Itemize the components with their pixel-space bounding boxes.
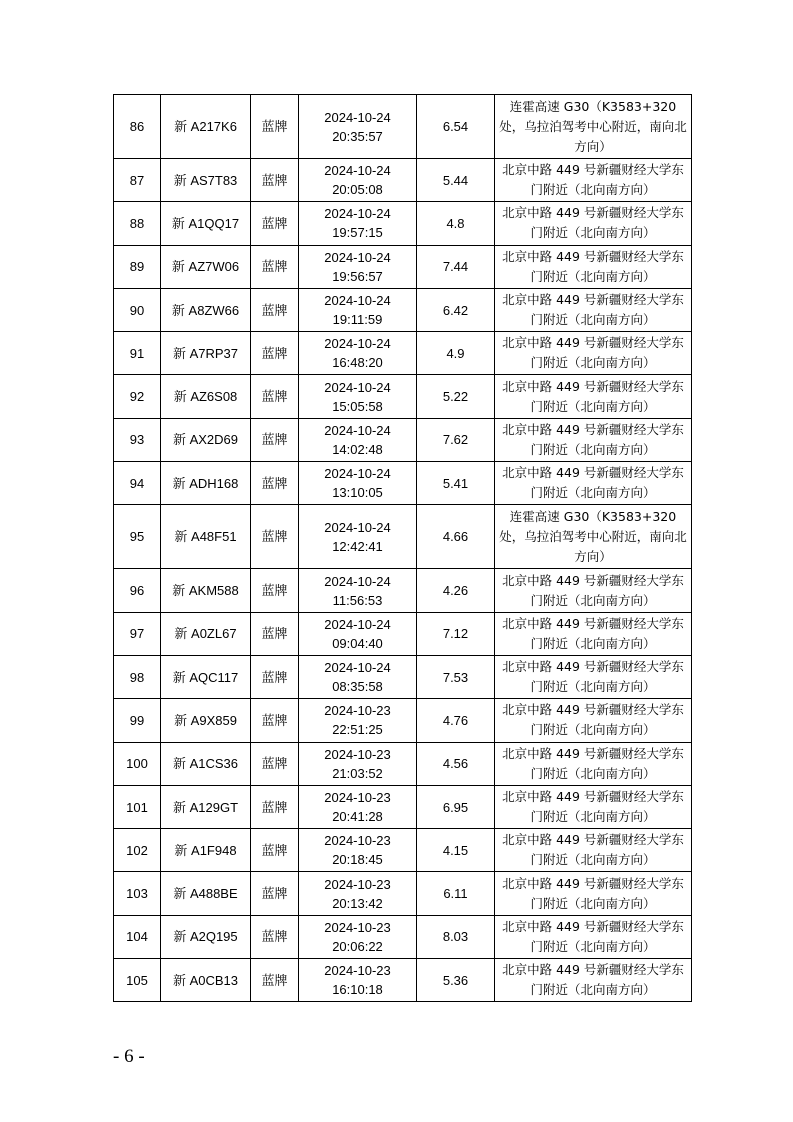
timestamp-cell <box>299 159 417 202</box>
speed-value-cell: 5.22 <box>417 375 495 418</box>
table-row <box>114 288 692 331</box>
speed-value-cell: 6.11 <box>417 872 495 915</box>
time-text: 14:02:48 <box>332 441 383 457</box>
plate-color-cell: 蓝牌 <box>251 915 299 958</box>
time-text: 12:42:41 <box>332 538 383 554</box>
plate-number-cell: 新 A0ZL67 <box>161 612 251 655</box>
time-text: 09:04:40 <box>332 635 383 651</box>
row-number-cell: 87 <box>114 159 161 202</box>
plate-color-cell: 蓝牌 <box>251 95 299 159</box>
table-row <box>114 418 692 461</box>
table-row <box>114 159 692 202</box>
row-number-cell: 97 <box>114 612 161 655</box>
table-row <box>114 959 692 1002</box>
row-number-cell: 99 <box>114 699 161 742</box>
time-text: 16:10:18 <box>332 982 383 998</box>
table-row <box>114 785 692 828</box>
plate-color-cell: 蓝牌 <box>251 288 299 331</box>
location-cell: 连霍高速 G30（K3583+320 处，乌拉泊驾考中心附近，南向北方向） <box>495 95 692 159</box>
timestamp-cell <box>299 785 417 828</box>
timestamp-cell <box>299 375 417 418</box>
date-text: 2024-10-24 <box>324 422 391 438</box>
time-text: 19:11:59 <box>332 312 383 328</box>
speed-value-cell: 7.44 <box>417 245 495 288</box>
plate-number-cell: 新 AZ6S08 <box>161 375 251 418</box>
location-cell: 北京中路 449 号新疆财经大学东门附近（北向南方向） <box>495 915 692 958</box>
table-row <box>114 569 692 612</box>
table-row <box>114 872 692 915</box>
timestamp-cell <box>299 462 417 505</box>
plate-number-cell: 新 AZ7W06 <box>161 245 251 288</box>
row-number-cell: 104 <box>114 915 161 958</box>
location-cell: 北京中路 449 号新疆财经大学东门附近（北向南方向） <box>495 785 692 828</box>
row-number-cell: 100 <box>114 742 161 785</box>
date-text: 2024-10-23 <box>324 963 391 979</box>
plate-color-cell: 蓝牌 <box>251 742 299 785</box>
time-text: 20:05:08 <box>332 182 383 198</box>
table-row <box>114 505 692 569</box>
location-cell: 北京中路 449 号新疆财经大学东门附近（北向南方向） <box>495 245 692 288</box>
speed-value-cell: 4.76 <box>417 699 495 742</box>
plate-number-cell: 新 A2Q195 <box>161 915 251 958</box>
timestamp-cell <box>299 202 417 245</box>
row-number-cell: 90 <box>114 288 161 331</box>
time-text: 20:06:22 <box>332 938 383 954</box>
time-text: 19:56:57 <box>332 268 383 284</box>
location-cell: 北京中路 449 号新疆财经大学东门附近（北向南方向） <box>495 332 692 375</box>
row-number-cell: 91 <box>114 332 161 375</box>
time-text: 20:18:45 <box>332 852 383 868</box>
plate-color-cell: 蓝牌 <box>251 505 299 569</box>
speed-value-cell: 8.03 <box>417 915 495 958</box>
table-row <box>114 375 692 418</box>
date-text: 2024-10-23 <box>324 833 391 849</box>
plate-number-cell: 新 A8ZW66 <box>161 288 251 331</box>
speed-value-cell: 7.53 <box>417 655 495 698</box>
location-cell: 北京中路 449 号新疆财经大学东门附近（北向南方向） <box>495 959 692 1002</box>
row-number-cell: 92 <box>114 375 161 418</box>
plate-number-cell: 新 AX2D69 <box>161 418 251 461</box>
plate-number-cell: 新 AS7T83 <box>161 159 251 202</box>
row-number-cell: 96 <box>114 569 161 612</box>
plate-color-cell: 蓝牌 <box>251 612 299 655</box>
speed-value-cell: 5.41 <box>417 462 495 505</box>
page-number: - 6 - <box>113 1046 145 1067</box>
location-cell: 北京中路 449 号新疆财经大学东门附近（北向南方向） <box>495 699 692 742</box>
table-row <box>114 829 692 872</box>
location-cell: 北京中路 449 号新疆财经大学东门附近（北向南方向） <box>495 418 692 461</box>
row-number-cell: 103 <box>114 872 161 915</box>
table-row <box>114 245 692 288</box>
row-number-cell: 94 <box>114 462 161 505</box>
date-text: 2024-10-24 <box>324 379 391 395</box>
date-text: 2024-10-23 <box>324 919 391 935</box>
timestamp-cell <box>299 612 417 655</box>
plate-color-cell: 蓝牌 <box>251 569 299 612</box>
timestamp-cell <box>299 915 417 958</box>
location-cell: 北京中路 449 号新疆财经大学东门附近（北向南方向） <box>495 742 692 785</box>
plate-color-cell: 蓝牌 <box>251 245 299 288</box>
speed-value-cell: 7.12 <box>417 612 495 655</box>
date-text: 2024-10-24 <box>324 519 391 535</box>
row-number-cell: 102 <box>114 829 161 872</box>
speed-value-cell: 5.36 <box>417 959 495 1002</box>
plate-number-cell: 新 A1CS36 <box>161 742 251 785</box>
table-row <box>114 612 692 655</box>
plate-color-cell: 蓝牌 <box>251 872 299 915</box>
timestamp-cell <box>299 245 417 288</box>
plate-color-cell: 蓝牌 <box>251 959 299 1002</box>
date-text: 2024-10-24 <box>324 293 391 309</box>
plate-number-cell: 新 A0CB13 <box>161 959 251 1002</box>
plate-number-cell: 新 A9X859 <box>161 699 251 742</box>
date-text: 2024-10-23 <box>324 746 391 762</box>
location-cell: 北京中路 449 号新疆财经大学东门附近（北向南方向） <box>495 202 692 245</box>
row-number-cell: 89 <box>114 245 161 288</box>
date-text: 2024-10-23 <box>324 876 391 892</box>
plate-color-cell: 蓝牌 <box>251 159 299 202</box>
date-text: 2024-10-24 <box>324 660 391 676</box>
table-row <box>114 915 692 958</box>
time-text: 20:41:28 <box>332 809 383 824</box>
location-cell: 北京中路 449 号新疆财经大学东门附近（北向南方向） <box>495 655 692 698</box>
speed-value-cell: 4.56 <box>417 742 495 785</box>
table-row <box>114 742 692 785</box>
location-cell: 北京中路 449 号新疆财经大学东门附近（北向南方向） <box>495 288 692 331</box>
timestamp-cell <box>299 418 417 461</box>
speed-value-cell: 4.8 <box>417 202 495 245</box>
row-number-cell: 93 <box>114 418 161 461</box>
records-table-body <box>114 95 692 1002</box>
plate-number-cell: 新 A217K6 <box>161 95 251 159</box>
date-text: 2024-10-24 <box>324 109 391 125</box>
timestamp-cell <box>299 505 417 569</box>
time-text: 21:03:52 <box>332 765 383 781</box>
date-text: 2024-10-24 <box>324 206 391 222</box>
speed-value-cell: 6.54 <box>417 95 495 159</box>
plate-number-cell: 新 A1QQ17 <box>161 202 251 245</box>
timestamp-cell <box>299 699 417 742</box>
records-table <box>113 94 692 1002</box>
plate-color-cell: 蓝牌 <box>251 785 299 828</box>
time-text: 19:57:15 <box>332 225 383 241</box>
row-number-cell: 101 <box>114 785 161 828</box>
row-number-cell: 98 <box>114 655 161 698</box>
location-cell: 北京中路 449 号新疆财经大学东门附近（北向南方向） <box>495 569 692 612</box>
plate-number-cell: 新 A7RP37 <box>161 332 251 375</box>
date-text: 2024-10-23 <box>324 703 391 719</box>
plate-color-cell: 蓝牌 <box>251 418 299 461</box>
date-text: 2024-10-23 <box>324 790 391 805</box>
timestamp-cell <box>299 742 417 785</box>
date-text: 2024-10-24 <box>324 249 391 265</box>
timestamp-cell <box>299 872 417 915</box>
speed-value-cell: 5.44 <box>417 159 495 202</box>
plate-number-cell: 新 A129GT <box>161 785 251 828</box>
time-text: 08:35:58 <box>332 679 383 695</box>
row-number-cell: 86 <box>114 95 161 159</box>
location-cell: 北京中路 449 号新疆财经大学东门附近（北向南方向） <box>495 462 692 505</box>
plate-color-cell: 蓝牌 <box>251 829 299 872</box>
row-number-cell: 88 <box>114 202 161 245</box>
plate-color-cell: 蓝牌 <box>251 462 299 505</box>
time-text: 13:10:05 <box>332 485 383 501</box>
date-text: 2024-10-24 <box>324 466 391 482</box>
time-text: 15:05:58 <box>332 398 383 414</box>
speed-value-cell: 7.62 <box>417 418 495 461</box>
location-cell: 北京中路 449 号新疆财经大学东门附近（北向南方向） <box>495 872 692 915</box>
timestamp-cell <box>299 959 417 1002</box>
plate-color-cell: 蓝牌 <box>251 699 299 742</box>
timestamp-cell <box>299 332 417 375</box>
time-text: 11:56:53 <box>332 592 383 608</box>
table-row <box>114 655 692 698</box>
plate-number-cell: 新 A1F948 <box>161 829 251 872</box>
plate-number-cell: 新 AQC117 <box>161 655 251 698</box>
time-text: 20:35:57 <box>332 128 383 144</box>
table-row <box>114 462 692 505</box>
speed-value-cell: 4.9 <box>417 332 495 375</box>
plate-color-cell: 蓝牌 <box>251 332 299 375</box>
date-text: 2024-10-24 <box>324 616 391 632</box>
time-text: 20:13:42 <box>332 895 383 911</box>
speed-value-cell: 6.95 <box>417 785 495 828</box>
timestamp-cell <box>299 288 417 331</box>
speed-value-cell: 4.26 <box>417 569 495 612</box>
plate-number-cell: 新 A48F51 <box>161 505 251 569</box>
time-text: 16:48:20 <box>332 355 383 371</box>
location-cell: 北京中路 449 号新疆财经大学东门附近（北向南方向） <box>495 159 692 202</box>
table-row <box>114 699 692 742</box>
speed-value-cell: 4.66 <box>417 505 495 569</box>
row-number-cell: 105 <box>114 959 161 1002</box>
row-number-cell: 95 <box>114 505 161 569</box>
speed-value-cell: 4.15 <box>417 829 495 872</box>
location-cell: 连霍高速 G30（K3583+320 处，乌拉泊驾考中心附近，南向北方向） <box>495 505 692 569</box>
table-row <box>114 95 692 159</box>
time-text: 22:51:25 <box>332 722 383 738</box>
location-cell: 北京中路 449 号新疆财经大学东门附近（北向南方向） <box>495 829 692 872</box>
timestamp-cell <box>299 569 417 612</box>
speed-value-cell: 6.42 <box>417 288 495 331</box>
plate-color-cell: 蓝牌 <box>251 375 299 418</box>
plate-number-cell: 新 ADH168 <box>161 462 251 505</box>
date-text: 2024-10-24 <box>324 336 391 352</box>
timestamp-cell <box>299 829 417 872</box>
table-row <box>114 332 692 375</box>
table-row <box>114 202 692 245</box>
date-text: 2024-10-24 <box>324 573 391 589</box>
location-cell: 北京中路 449 号新疆财经大学东门附近（北向南方向） <box>495 612 692 655</box>
plate-number-cell: 新 A488BE <box>161 872 251 915</box>
plate-number-cell: 新 AKM588 <box>161 569 251 612</box>
timestamp-cell <box>299 655 417 698</box>
timestamp-cell <box>299 95 417 159</box>
plate-color-cell: 蓝牌 <box>251 202 299 245</box>
plate-color-cell: 蓝牌 <box>251 655 299 698</box>
location-cell: 北京中路 449 号新疆财经大学东门附近（北向南方向） <box>495 375 692 418</box>
date-text: 2024-10-24 <box>324 163 391 179</box>
